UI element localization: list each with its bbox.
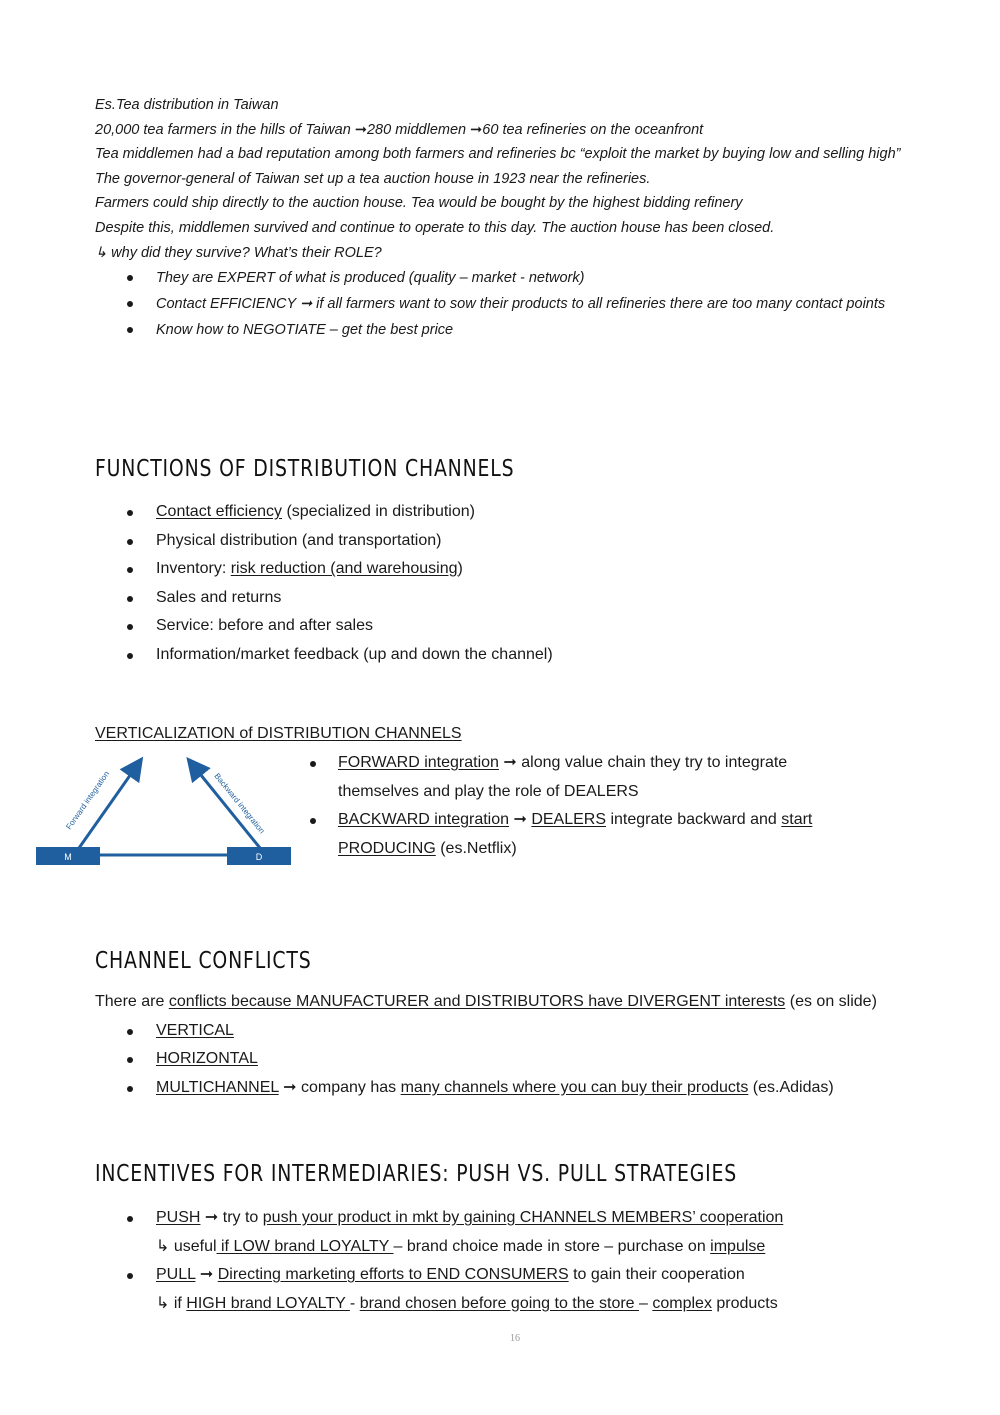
functions-list-wrap — [95, 498, 905, 669]
functions-section — [95, 456, 905, 482]
push-line: PUSH ➞ try to push your product in mkt by gaining CHANNELS MEMBERS’ cooperation — [156, 1209, 784, 1226]
integration-list-wrap — [308, 749, 848, 863]
left-box-label: M — [64, 852, 72, 862]
subsection-heading: VERTICALIZATION of DISTRIBUTION CHANNELS — [95, 725, 462, 742]
example-line-1: 20,000 tea farmers in the hills of Taiwan ➞280 middlemen ➞60 tea refineries on the oceanfront — [95, 121, 704, 138]
tea-example — [95, 93, 905, 343]
section-heading: CHANNEL CONFLICTS — [95, 948, 312, 974]
push-subline: ↳ useful if LOW brand LOYALTY – brand choice made in store – purchase on impulse — [156, 1237, 766, 1255]
list-item: FORWARD integration ➞ along value chain they try to integrate themselves and play the role of DEALERS — [308, 749, 848, 806]
conflicts-list — [95, 1017, 905, 1103]
example-line-2: Tea middlemen had a bad reputation among both farmers and refineries bc “exploit the market by buying low and selling high” — [95, 146, 901, 163]
list-item: They are EXPERT of what is produced (quality – market - network) — [95, 265, 905, 291]
roles-list — [95, 265, 905, 343]
list-item — [95, 1204, 905, 1261]
list-item: Sales and returns — [95, 584, 905, 613]
integration-list — [308, 749, 848, 863]
backward-arrow — [192, 764, 260, 848]
pull-subline: ↳ if HIGH brand LOYALTY - brand chosen before going to the store – complex products — [156, 1294, 778, 1312]
list-item: Contact EFFICIENCY ➞ if all farmers want to sow their products to all refineries there are too many contact points — [95, 291, 905, 317]
backward-label: Backward integration — [212, 771, 267, 836]
list-item: BACKWARD integration ➞ DEALERS integrate backward and start PRODUCING (es.Netflix) — [308, 806, 848, 863]
functions-list — [95, 498, 905, 669]
conflicts-intro: There are conflicts because MANUFACTURER and DISTRIBUTORS have DIVERGENT interests (es on slide) — [95, 993, 877, 1010]
example-line-4: Farmers could ship directly to the auction house. Tea would be bought by the highest bidding refinery — [95, 195, 743, 212]
conflicts-body — [95, 988, 905, 1102]
forward-label: Forward integration — [64, 769, 112, 832]
list-item: Know how to NEGOTIATE – get the best price — [95, 317, 905, 343]
page-number: 16 — [510, 1333, 520, 1344]
example-line-5: Despite this, middlemen survived and continue to operate to this day. The auction house has been closed. — [95, 219, 775, 236]
list-item: MULTICHANNEL ➞ company has many channels where you can buy their products (es.Adidas) — [95, 1074, 905, 1103]
list-item: Contact efficiency (specialized in distribution) — [95, 498, 905, 527]
list-item: Inventory: risk reduction (and warehousing) — [95, 555, 905, 584]
conflicts-section — [95, 948, 905, 974]
list-item: HORIZONTAL — [95, 1045, 905, 1074]
list-item: Physical distribution (and transportation) — [95, 527, 905, 556]
integration-diagram — [34, 754, 294, 870]
incentives-list — [95, 1204, 905, 1318]
example-title: Es.Tea distribution in Taiwan — [95, 97, 279, 113]
incentives-section — [95, 1161, 905, 1187]
section-heading: FUNCTIONS OF DISTRIBUTION CHANNELS — [95, 456, 515, 482]
list-item: Service: before and after sales — [95, 612, 905, 641]
example-question: ↳ why did they survive? What’s their ROLE? — [95, 244, 382, 261]
list-item — [95, 1261, 905, 1318]
list-item: VERTICAL — [95, 1017, 905, 1046]
incentives-body — [95, 1204, 905, 1318]
verticalization-heading-wrap — [95, 720, 905, 749]
example-line-3: The governor-general of Taiwan set up a tea auction house in 1923 near the refineries. — [95, 170, 651, 187]
list-item: Information/market feedback (up and down the channel) — [95, 641, 905, 670]
section-heading: INCENTIVES FOR INTERMEDIARIES: PUSH VS. PULL STRATEGIES — [95, 1161, 738, 1187]
right-box-label: D — [255, 852, 263, 862]
pull-line: PULL ➞ Directing marketing efforts to END CONSUMERS to gain their cooperation — [156, 1266, 745, 1283]
